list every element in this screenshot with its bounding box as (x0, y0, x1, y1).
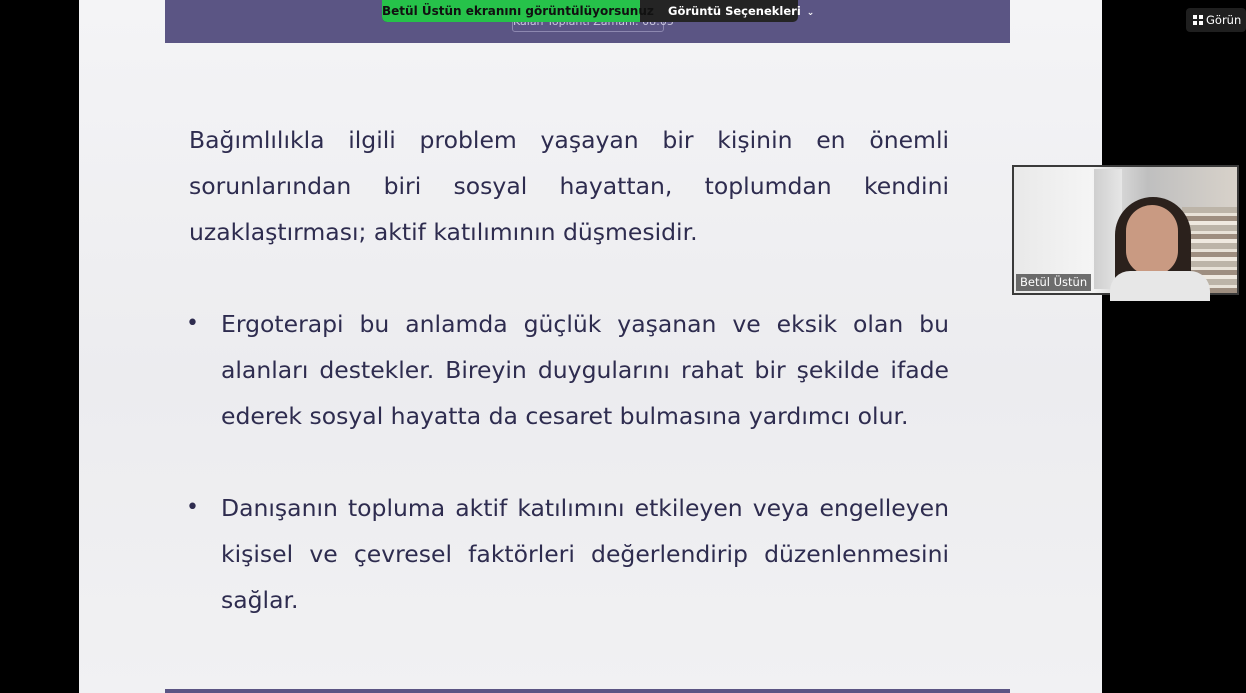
participant-avatar-body (1110, 271, 1210, 301)
participant-video-tile[interactable] (1012, 165, 1239, 295)
participant-name-label: Betül Üstün (1016, 274, 1091, 291)
view-options-label: Görüntü Seçenekleri (668, 4, 801, 18)
participant-avatar-face (1126, 205, 1178, 275)
screen-share-banner (382, 0, 815, 22)
view-button[interactable] (1186, 8, 1246, 32)
slide-bullet-1: Ergoterapi bu anlamda güçlük yaşanan ve eksik olan bu alanları destekler. Bireyin duygularını rahat bir şekilde ifade ederek sosyal hayatta da cesaret bulmasına yardımcı olur. (221, 310, 949, 430)
bullet-marker: • (186, 495, 199, 520)
slide-bottom-line (165, 689, 1010, 693)
view-options-button[interactable] (640, 0, 814, 22)
slide-bullet-2: Danışanın topluma aktif katılımını etkileyen veya engelleyen kişisel ve çevresel faktörleri değerlendirip düzenlenmesini sağlar. (221, 494, 949, 614)
share-status-label: Betül Üstün ekranını görüntülüyorsunuz (382, 0, 640, 22)
grid-icon (1193, 15, 1203, 25)
view-button-label: Görün (1206, 13, 1242, 27)
chevron-down-icon: ⌄ (806, 8, 815, 18)
slide-paragraph: Bağımlılıkla ilgili problem yaşayan bir kişinin en önemli sorunlarından biri sosyal hayattan, toplumdan kendini uzaklaştırması; aktif katılımının düşmesidir. (189, 126, 949, 246)
bullet-marker: • (186, 311, 199, 336)
